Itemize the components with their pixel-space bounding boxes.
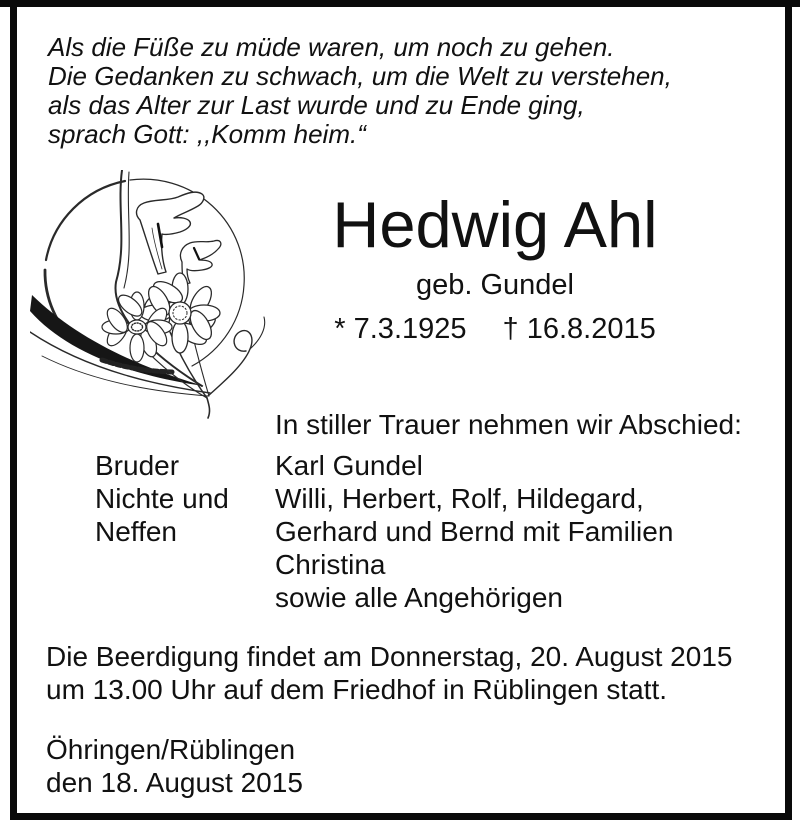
date-line: den 18. August 2015 [46,767,303,798]
mourner-relation [95,548,275,581]
deceased-name: Hedwig Ahl [332,188,658,261]
mourner-relation: Neffen [95,516,177,547]
place-line: Öhringen/Rüblingen [46,734,296,765]
life-dates [285,313,705,345]
epigraph-poem [48,33,672,149]
mourner-relation [95,581,275,614]
epigraph-line: als das Alter zur Last wurde und zu Ende ging, [48,90,585,120]
mourner-names: Karl Gundel [275,450,423,481]
deceased-header [285,188,705,345]
funeral-notice-line: um 13.00 Uhr auf dem Friedhof in Rüblingen statt. [46,674,668,705]
mourner-relation: Bruder [95,450,180,481]
mourner-relation: Nichte und [95,483,229,514]
flower-bouquet-icon [30,170,280,422]
epigraph-line: sprach Gott: ,,Komm heim.“ [48,119,366,149]
mourners-list [95,449,673,614]
funeral-notice [46,640,732,706]
maiden-name: geb. Gundel [415,269,574,301]
mourner-names: Christina [275,549,386,580]
mourner-names: Gerhard und Bernd mit Familien [275,516,674,547]
funeral-notice-line: Die Beerdigung findet am Donnerstag, 20. August 2015 [46,641,733,672]
mourner-names: sowie alle Angehörigen [275,582,563,613]
death-date: † 16.8.2015 [502,313,656,345]
epigraph-line: Als die Füße zu müde waren, um noch zu gehen. [48,32,615,62]
mourner-names: Willi, Herbert, Rolf, Hildegard, [275,483,644,514]
farewell-intro: In stiller Trauer nehmen wir Abschied: [275,409,742,440]
place-and-date [46,733,303,799]
birth-date: * 7.3.1925 [334,313,467,345]
epigraph-line: Die Gedanken zu schwach, um die Welt zu verstehen, [48,61,672,91]
